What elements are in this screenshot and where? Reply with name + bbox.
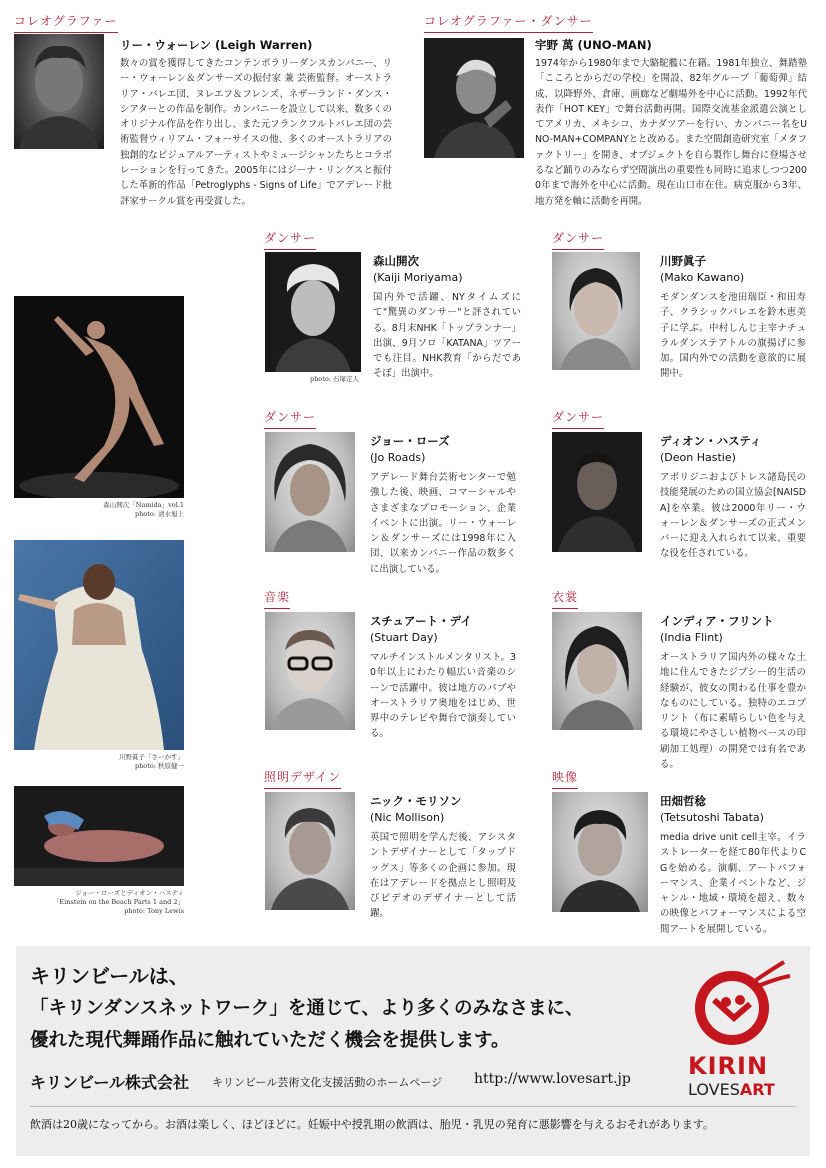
bio-tetsutoshi-tabata: media drive unit cell主宰。イラストレーターを経て80年代よりCGを始める。演劇、アートパフォーマンス、企業イベントなど、ジャンル・地域・環境を超え、数々の映像とパフォーマンスによる空間アートを展開している。 (660, 832, 806, 935)
caption-subtitle: 「Einstein on the Beach Parts 1 and 2」 (52, 898, 184, 906)
name-uno-man: 宇野 萬 (UNO-MAN) (535, 38, 652, 52)
portrait-stuart-day (265, 612, 355, 730)
role-label-dancer: ダンサー (264, 229, 316, 250)
footer-divider (30, 1106, 796, 1107)
bio-india-flint: オーストラリア国内外の様々な土地に住んできたジプシー的生活の経験が、彼女の関わる仕事を豊かなものにしている。独特のエコプリント（布に素晴らしい色を与える環境にやさしい植物ベースの印刷加工処理）の開発では有名である。 (660, 652, 806, 771)
name-jo-roads: ジョー・ローズ (370, 434, 450, 448)
bio-stuart-day: マルチインストルメンタリスト。30年以上にわたり幅広い音楽のシーンで活躍中。彼は地方のパブやオーストラリア奥地をはじめ、世界中のテレビや舞台で演奏している。 (370, 652, 516, 740)
name-mako-kawano: 川野眞子 (660, 254, 706, 268)
bio-uno-man: 1974年から1980年まで大駱駝艦に在籍。1981年独立、舞踏塾「こころとからだの学校」を開設、82年グループ「葡萄弾」結成、以降野外、倉庫、画廊など劇場外を中心に活動。1992年代表作「HOT KEY」で舞台活動再開。国際交流基金派遣公演としてアメリカ、メキシコ、カナダツアーを行い、カンパニー名をUNO-MAN+COMPANYとと改める。また空間創造研究室「メタファクトリー」を開き、オブジェクトを自ら製作し舞台に登場させるなど踊りのみならず空間演出の重要性も同時に追求しつつ2000年まで海外を中心に活動。現在山口市在住。病克服から3年、地方発を軸に活動を再開。 (535, 58, 807, 207)
name-stuart-day: スチュアート・デイ (370, 614, 472, 628)
romaji-deon-hastie: (Deon Hastie) (660, 451, 736, 464)
romaji-nic-mollison: (Nic Mollison) (370, 811, 445, 824)
loves-text: LOVES (688, 1080, 740, 1099)
person-silhouette-icon (14, 34, 104, 149)
caption-title: 川野眞子「さーかす」 (119, 753, 184, 761)
person-silhouette-icon (552, 792, 648, 912)
portrait-mako-kawano (552, 252, 640, 370)
person-silhouette-icon (552, 252, 640, 370)
name-leigh-warren: リー・ウォーレン (Leigh Warren) (120, 38, 313, 52)
footer-line-2: 「キリンダンスネットワーク」を通じて、より多くのみなさまに、 (30, 998, 584, 1019)
portrait-kaiji-moriyama (265, 252, 361, 372)
homepage-label: キリンビール芸術文化支援活動のホームページ (212, 1076, 443, 1089)
role-label-choreographer: コレオグラファー (14, 12, 118, 33)
role-label-dancer: ダンサー (552, 229, 604, 250)
bio-deon-hastie: アボリジニおよびトレス諸島民の技能発展のための国立協会[NAISDA]を卒業。彼は2000年リー・ウォーレン＆ダンサーズの正式メンバーに迎え入れられて以来、重要な役を任されている。 (660, 472, 806, 560)
caption-credit: photo: 清水旭上 (134, 510, 184, 518)
stage-caption-moriyama (14, 501, 184, 519)
stage-photo-kawano (14, 540, 184, 750)
art-text: ART (739, 1080, 775, 1099)
kirin-wordmark: KIRIN (688, 1052, 769, 1080)
name-india-flint: インディア・フリント (660, 614, 774, 628)
portrait-jo-roads (265, 432, 355, 552)
romaji-mako-kawano: (Mako Kawano) (660, 271, 745, 284)
kirin-logo-mark-icon (674, 960, 800, 1050)
bio-jo-roads: アデレード舞台芸術センターで勉強した後、映画、コマーシャルやさまざまなプロモーション、企業イベントに出演。リー・ウォーレン＆ダンサーズには1998年に入団、以来カンパニー作品の数多くに出演している。 (370, 472, 516, 575)
role-label-lighting-design: 照明デザイン (264, 768, 341, 789)
romaji-kaiji-moriyama: (Kaiji Moriyama) (373, 271, 463, 284)
portrait-india-flint (552, 612, 642, 730)
portrait-tetsutoshi-tabata (552, 792, 648, 912)
company-name: キリンビール株式会社 (30, 1073, 190, 1092)
portrait-deon-hastie (552, 432, 642, 552)
portrait-uno-man (424, 38, 524, 158)
portrait-nic-mollison (265, 792, 355, 910)
name-tetsutoshi-tabata: 田畑哲稔 (660, 794, 706, 808)
name-deon-hastie: ディオン・ハスティ (660, 434, 762, 448)
stage-photo-moriyama (14, 296, 184, 498)
kirin-loves-art-logo (674, 960, 800, 1110)
romaji-tetsutoshi-tabata: (Tetsutoshi Tabata) (660, 811, 764, 824)
caption-title: ジョー・ローズとディオン・ハスティ (75, 889, 184, 897)
caption-credit: photo: 秋原健一 (134, 762, 184, 770)
role-label-dancer: ダンサー (552, 408, 604, 429)
role-label-music: 音楽 (264, 588, 290, 609)
sponsor-footer (16, 946, 810, 1156)
bio-leigh-warren: 数々の賞を獲得してきたコンテンポラリーダンスカンパニー、リー・ウォーレン＆ダンサーズの振付家 兼 芸術監督。オーストラリア・バレエ団、ヌレエフ＆フレンズ、ネザーランド・ダンス・シアターとの作品を制作。カンパニーを設立して以来、数多くのオリジナル作品を作り出し、また元フランクフルトバレエ団の芸術監督ウィリアム・フォーサイスの他、多くのオーストラリアの独創的なビジュアルアーティストやミュージシャンたちとコラボレーションを行ってきた。2005年にはジーナ・リングスと振付した革新的作品「Petroglyphs - Signs of Life」でアデレード批評家サークル賞を再受賞した。 (120, 58, 392, 207)
person-silhouette-icon (552, 432, 642, 552)
homepage-url-link[interactable]: http://www.lovesart.jp (474, 1071, 631, 1087)
bio-kaiji-moriyama: 国内外で活躍、NYタイムズにて"驚異のダンサー"と評されている。8月末NHK「トップランナー」出演、9月ソロ「KATANA」ツアーでも注目。NHK教育「からだであそぼ」出演中。 (373, 292, 521, 380)
person-silhouette-icon (265, 792, 355, 910)
person-silhouette-icon (265, 612, 355, 730)
loves-art-wordmark (688, 1080, 775, 1099)
caption-credit: photo: Tony Lewis (124, 907, 184, 915)
person-silhouette-icon (424, 38, 524, 158)
drinking-notice: 飲酒は20歳になってから。お酒は楽しく、ほどほどに。妊娠中や授乳期の飲酒は、胎児・乳児の発育に悪影響を与えるおそれがあります。 (30, 1118, 714, 1131)
person-silhouette-icon (552, 612, 642, 730)
caption-title: 森山開次「Namida」vol.1 (103, 501, 184, 509)
role-label-video: 映像 (552, 768, 578, 789)
stage-caption-einstein (14, 889, 184, 916)
role-label-dancer: ダンサー (264, 408, 316, 429)
portrait-leigh-warren (14, 34, 104, 149)
romaji-stuart-day: (Stuart Day) (370, 631, 438, 644)
name-kaiji-moriyama: 森山開次 (373, 254, 419, 268)
romaji-india-flint: (India Flint) (660, 631, 723, 644)
role-label-choreographer-dancer: コレオグラファー・ダンサー (424, 12, 593, 33)
footer-line-3: 優れた現代舞踊作品に触れていただく機会を提供します。 (30, 1030, 510, 1051)
person-silhouette-icon (265, 432, 355, 552)
romaji-jo-roads: (Jo Roads) (370, 451, 426, 464)
name-nic-mollison: ニック・モリソン (370, 794, 462, 808)
stage-caption-kawano (14, 753, 184, 771)
stage-photo-einstein (14, 786, 184, 886)
bio-mako-kawano: モダンダンスを池田瑞臣・和田寿子、クラシックバレエを鈴木恵美子に学ぶ。中村しんじ主宰ナチュラルダンステアトルの旗揚げに参加。国内外での活動を意欲的に展開中。 (660, 292, 806, 380)
portrait-credit-moriyama: photo: 石塚定人 (309, 375, 359, 383)
footer-line-1: キリンビールは、 (30, 964, 189, 988)
person-silhouette-icon (265, 252, 361, 372)
bio-nic-mollison: 英国で照明を学んだ後、アシスタントデザイナーとして「タップドッグス」等多くの企画に参加。現在はアデレードを拠点とし照明及びビデオのデザイナーとして活躍。 (370, 832, 516, 920)
role-label-costume: 衣裳 (552, 588, 578, 609)
